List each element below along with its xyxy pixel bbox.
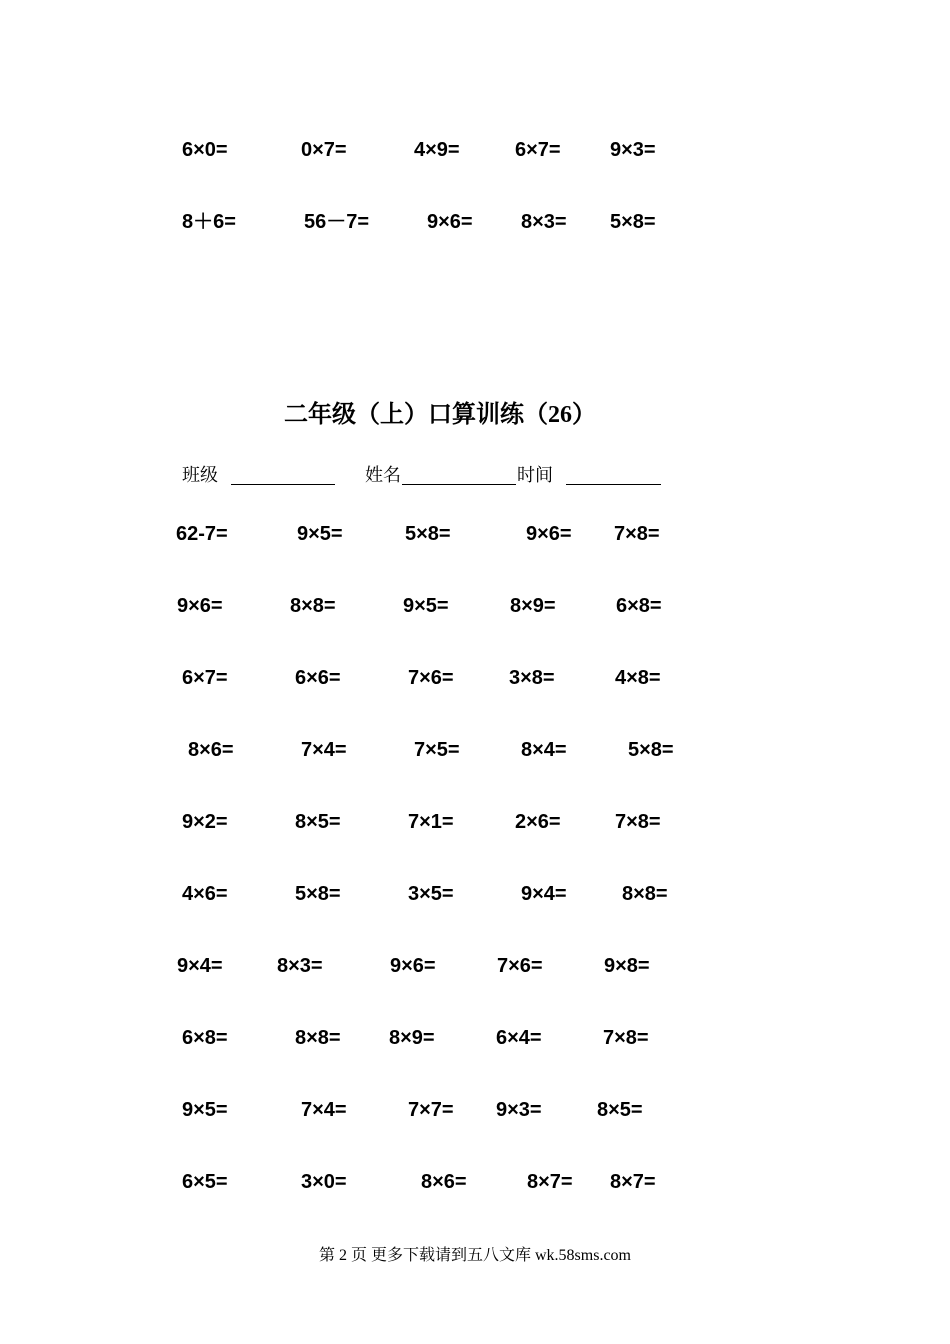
worksheet-title: 二年级（上）口算训练（26） — [284, 402, 596, 428]
worksheet-problem: 3×0= — [301, 1171, 347, 1193]
carryover-problem: 6×0= — [182, 139, 228, 161]
carryover-problem: 9×6= — [427, 211, 473, 233]
worksheet-problem: 9×3= — [496, 1099, 542, 1121]
worksheet-problem: 4×8= — [615, 667, 661, 689]
worksheet-problem: 9×8= — [604, 955, 650, 977]
carryover-problem: 0×7= — [301, 139, 347, 161]
worksheet-problem: 9×4= — [521, 883, 567, 905]
worksheet-problem: 9×2= — [182, 811, 228, 833]
worksheet-problem: 4×6= — [182, 883, 228, 905]
worksheet-problem: 8×7= — [610, 1171, 656, 1193]
worksheet-problem: 7×1= — [408, 811, 454, 833]
worksheet-problem: 8×8= — [622, 883, 668, 905]
worksheet-problem: 6×5= — [182, 1171, 228, 1193]
worksheet-problem: 6×4= — [496, 1027, 542, 1049]
worksheet-problem: 8×8= — [290, 595, 336, 617]
worksheet-problem: 7×8= — [615, 811, 661, 833]
worksheet-problem: 7×8= — [603, 1027, 649, 1049]
carryover-problem: 8×3= — [521, 211, 567, 233]
worksheet-problem: 8×8= — [295, 1027, 341, 1049]
carryover-problem: 8＋6= — [182, 211, 236, 233]
carryover-problem: 56－7= — [304, 211, 370, 233]
name-label: 姓名 — [365, 465, 401, 485]
worksheet-problem: 7×5= — [414, 739, 460, 761]
worksheet-problem: 8×5= — [295, 811, 341, 833]
worksheet-problem: 3×8= — [509, 667, 555, 689]
worksheet-problem: 6×6= — [295, 667, 341, 689]
worksheet-problem: 9×5= — [403, 595, 449, 617]
worksheet-problem: 8×4= — [521, 739, 567, 761]
carryover-problem: 9×3= — [610, 139, 656, 161]
worksheet-problem: 3×5= — [408, 883, 454, 905]
name-field[interactable] — [402, 484, 516, 485]
class-field[interactable] — [231, 484, 335, 485]
worksheet-problem: 9×6= — [526, 523, 572, 545]
worksheet-problem: 7×4= — [301, 739, 347, 761]
worksheet-problem: 5×8= — [628, 739, 674, 761]
worksheet-problem: 8×7= — [527, 1171, 573, 1193]
worksheet-problem: 8×3= — [277, 955, 323, 977]
worksheet-problem: 9×5= — [182, 1099, 228, 1121]
worksheet-problem: 5×8= — [295, 883, 341, 905]
carryover-problem: 4×9= — [414, 139, 460, 161]
worksheet-problem: 9×4= — [177, 955, 223, 977]
worksheet-problem: 8×9= — [510, 595, 556, 617]
carryover-problem: 5×8= — [610, 211, 656, 233]
worksheet-problem: 7×4= — [301, 1099, 347, 1121]
worksheet-problem: 9×5= — [297, 523, 343, 545]
worksheet-problem: 7×7= — [408, 1099, 454, 1121]
worksheet-problem: 9×6= — [177, 595, 223, 617]
carryover-problem: 6×7= — [515, 139, 561, 161]
worksheet-problem: 8×5= — [597, 1099, 643, 1121]
class-label: 班级 — [182, 465, 218, 485]
worksheet-problem: 7×8= — [614, 523, 660, 545]
worksheet-problem: 9×6= — [390, 955, 436, 977]
worksheet-problem: 8×6= — [421, 1171, 467, 1193]
worksheet-problem: 5×8= — [405, 523, 451, 545]
worksheet-problem: 7×6= — [408, 667, 454, 689]
worksheet-problem: 6×7= — [182, 667, 228, 689]
worksheet-problem: 8×9= — [389, 1027, 435, 1049]
time-label: 时间 — [517, 465, 553, 485]
worksheet-problem: 6×8= — [616, 595, 662, 617]
page-footer: 第 2 页 更多下载请到五八文库 wk.58sms.com — [318, 1247, 631, 1264]
time-field[interactable] — [566, 484, 661, 485]
worksheet-problem: 2×6= — [515, 811, 561, 833]
worksheet-problem: 62-7= — [176, 523, 228, 545]
worksheet-problem: 8×6= — [188, 739, 234, 761]
worksheet-problem: 7×6= — [497, 955, 543, 977]
worksheet-problem: 6×8= — [182, 1027, 228, 1049]
